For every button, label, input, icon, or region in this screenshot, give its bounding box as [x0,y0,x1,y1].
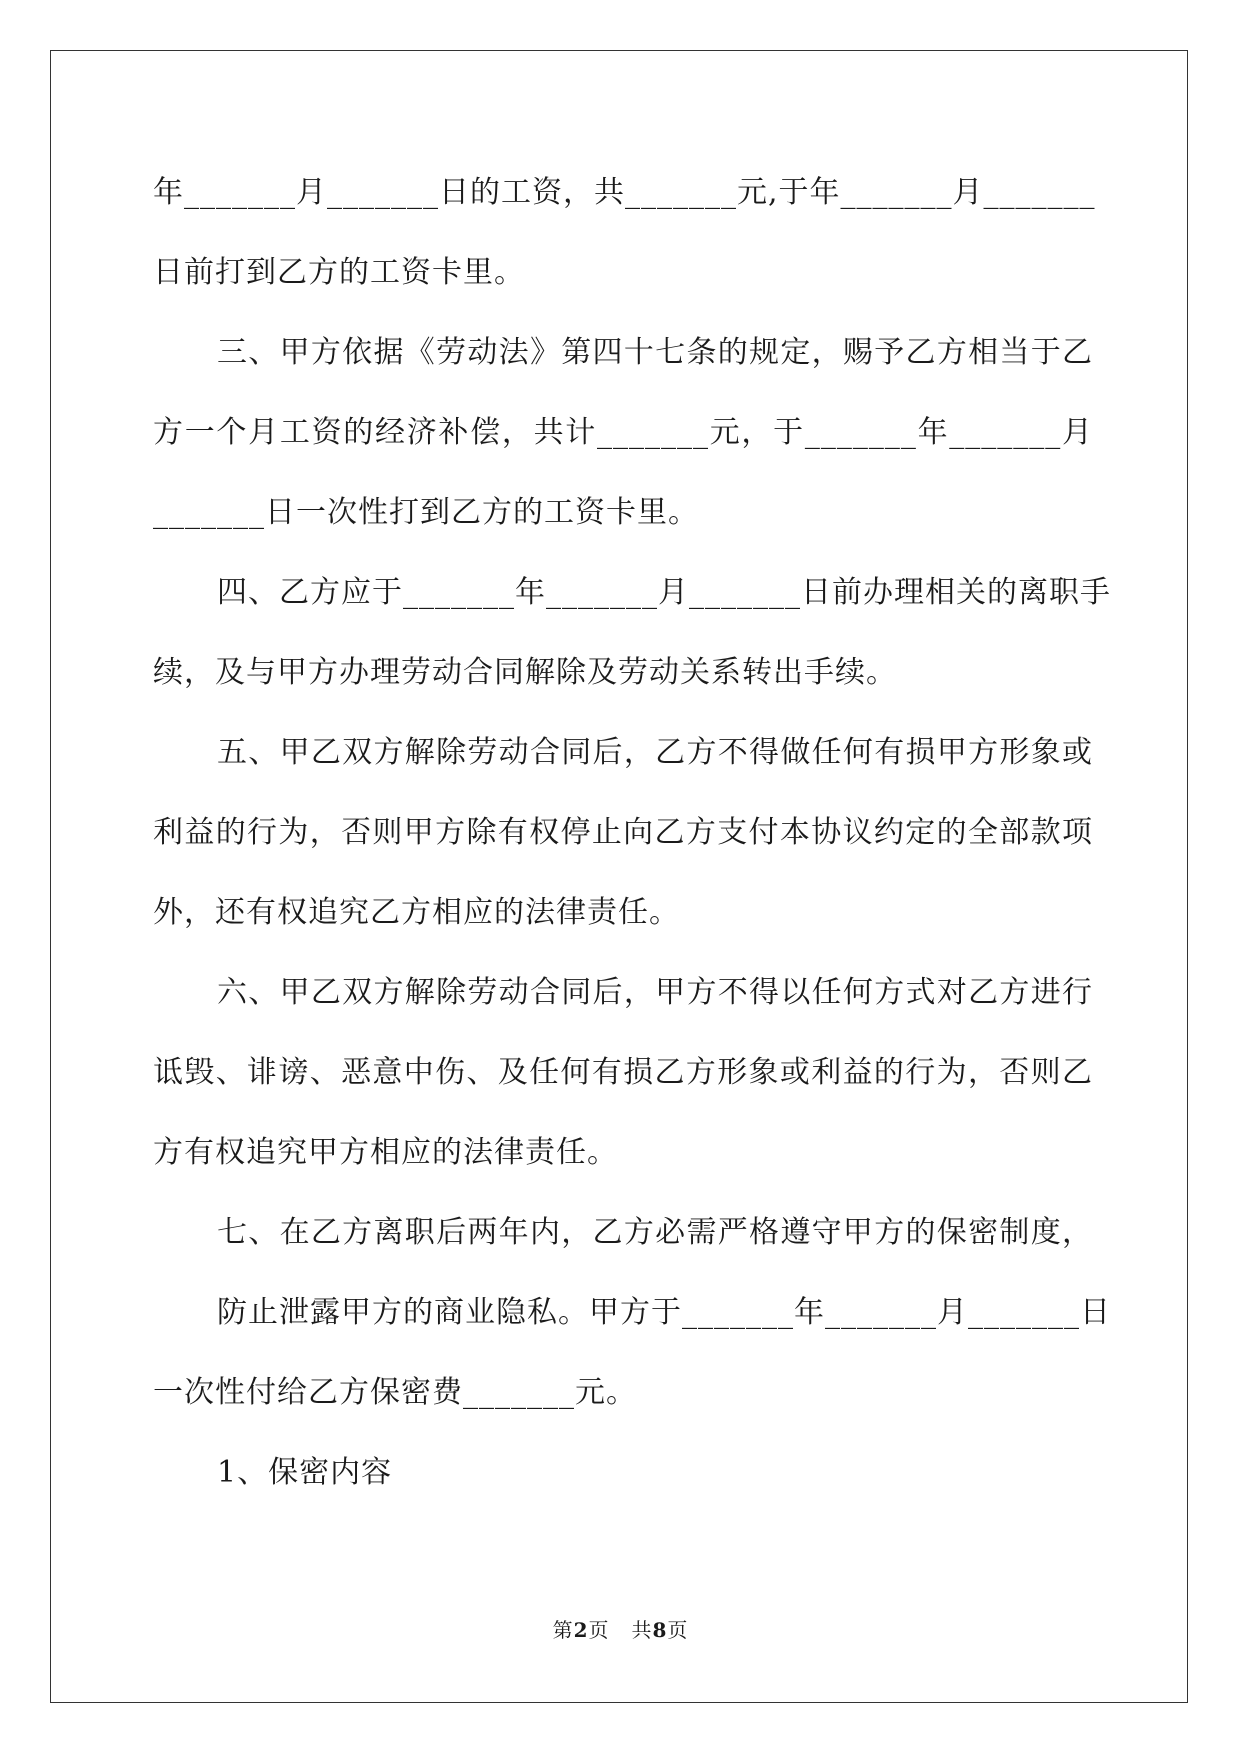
text-line: 利益的行为，否则甲方除有权停止向乙方支付本协议约定的全部款项 [153,815,1093,850]
text-line: 1、保密内容 [217,1455,393,1490]
page-total: 8 [652,1618,668,1642]
text-line: 续，及与甲方办理劳动合同解除及劳动关系转出手续。 [153,655,897,690]
text-line: 方一个月工资的经济补偿，共计_______元，于_______年_______月 [153,415,1093,450]
total-prefix: 共 [631,1618,653,1642]
page-suffix: 页 [588,1618,610,1642]
text-line: 四、乙方应于_______年_______月_______日前办理相关的离职手 [217,575,1111,610]
text-line: 七、在乙方离职后两年内，乙方必需严格遵守甲方的保密制度， [217,1215,1093,1250]
text-line: 防止泄露甲方的商业隐私。甲方于_______年_______月_______日 [217,1295,1111,1330]
text-line: 一次性付给乙方保密费_______元。 [153,1375,637,1410]
page-prefix: 第 [552,1618,574,1642]
text-line: _______日一次性打到乙方的工资卡里。 [153,495,699,530]
text-line: 六、甲乙双方解除劳动合同后，甲方不得以任何方式对乙方进行 [217,975,1093,1010]
page-footer [0,1618,1241,1642]
total-suffix: 页 [667,1618,689,1642]
text-line: 三、甲方依据《劳动法》第四十七条的规定，赐予乙方相当于乙 [217,335,1093,370]
page-current: 2 [573,1618,589,1642]
text-line: 方有权追究甲方相应的法律责任。 [153,1135,618,1170]
text-line: 外，还有权追究乙方相应的法律责任。 [153,895,680,930]
text-line: 日前打到乙方的工资卡里。 [153,255,525,290]
text-line: 年_______月_______日的工资，共_______元,于年_______月_______ [153,175,1096,210]
text-line: 五、甲乙双方解除劳动合同后，乙方不得做任何有损甲方形象或 [217,735,1093,770]
text-line: 诋毁、诽谤、恶意中伤、及任何有损乙方形象或利益的行为，否则乙 [153,1055,1093,1090]
